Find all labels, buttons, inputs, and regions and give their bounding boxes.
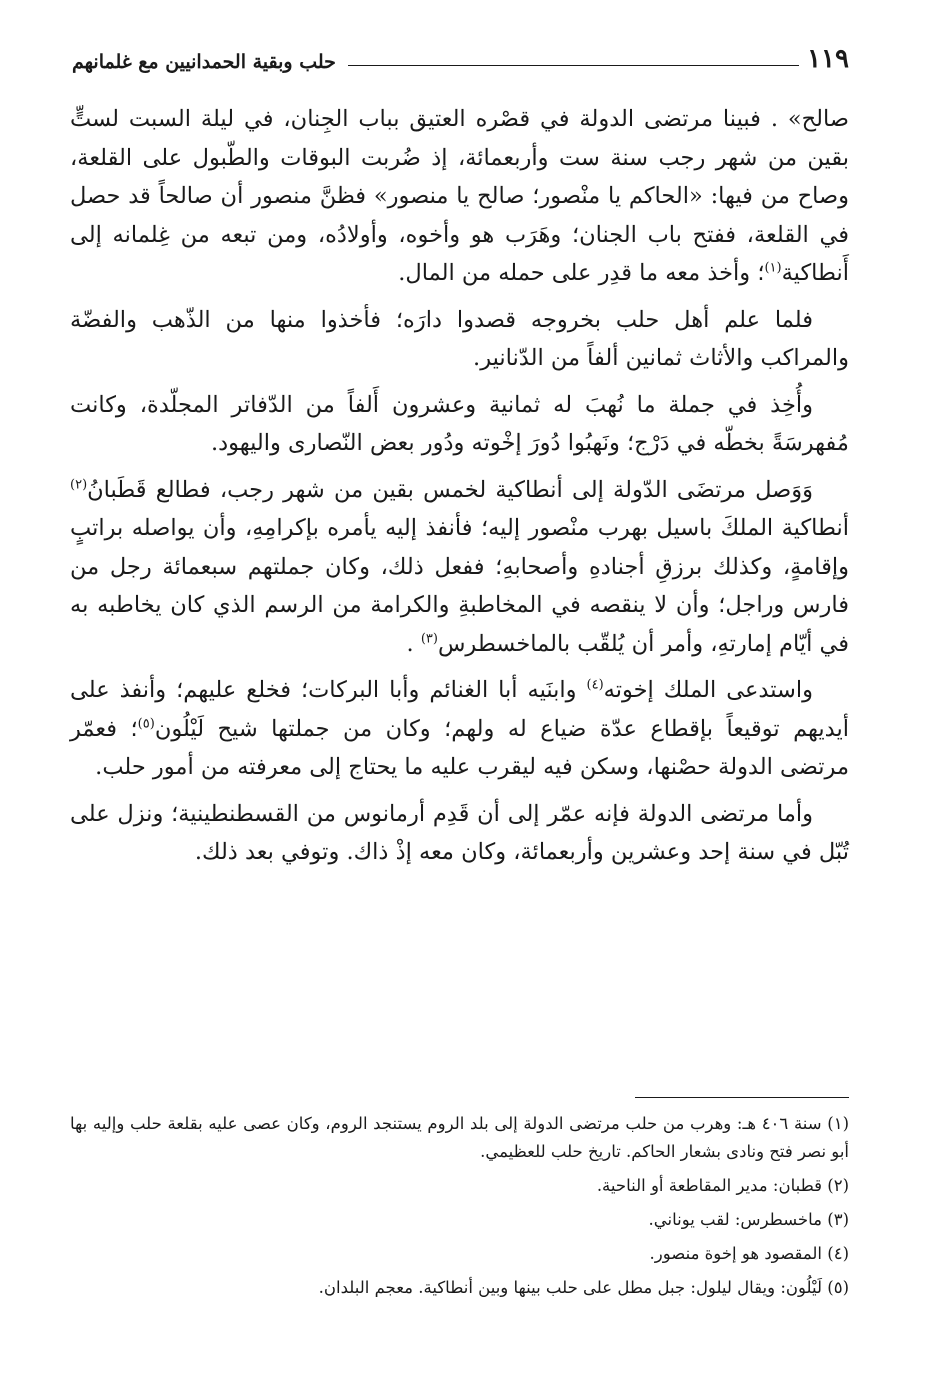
running-title: حلب وبقية الحمدانيين مع غلمانهم [72,51,336,73]
footnote: (١) سنة ٤٠٦ هـ: وهرب من حلب مرتضى الدولة إلى بلد الروم يستنجد الروم، وكان عصى عليه بقلعة حلب وإليه بها أبو نصر فتح ونادى بشعار الحاكم. تاريخ حلب للعظيمي. [70,1114,849,1161]
page-header [72,38,849,78]
paragraph: وَوَصل مرتضَى الدّولة إلى أنطاكية لخمس بقين من شهر رجب، فطالع قَطَبانُ$^{(٢)}$ أنطاكية الملكَ باسيل بهرب منْصور إليه؛ فأنفذ إليه يأمره بإكرامِهِ، وأن يواصله براتبٍ وإقامةٍ، وكذلك برزقِ أجنادهِ وأصحابهِ؛ ففعل ذلك، وكان جملتهم سبعمائة رجل من فارس وراجل؛ وأن لا ينقصه في المخاطبةِ والكرامة من الرسم الذي كان يخاطبه به في أيّام إمارتهِ، وأمر أن يُلقّب بالماخسطرس$^{(٣)}$ . [70,476,849,657]
footnote: (٢) قطبان: مدير المقاطعة أو الناحية. [596,1176,849,1195]
footnote: (٣) ماخسطرس: لقب يوناني. [648,1210,849,1229]
paragraph: صالح» . فبينا مرتضى الدولة في قصْره العتيق بباب الجِنان، في ليلة السبت لستٍّ بقين من شهر رجب سنة ست وأربعمائة، إذ ضُربت البوقات والطّبول على القلعة، وصاح من فيها: «الحاكم يا منْصور؛ صالح يا منصور» فظنَّ منصور أن صالحاً قد حصل في القلعة، ففتح باب الجنان؛ وهَرَب هو وأخوه، وأولادُه، ومن تبعه من غِلمانه إلى أَنطاكية$^{(١)}$؛ وأخذ معه ما قدِر على حمله من المال. [70,106,849,286]
footnote-marker: (٥) [137,716,155,731]
footnote-marker: (١) [764,260,782,276]
paragraph: فلما علم أهل حلب بخروجه قصدوا دارَه؛ فأخذوا منها من الذّهب والفضّة والمراكب والأثاث ثمانين ألفاً من الدّنانير. [70,306,849,371]
footnote-marker: (٢) [70,477,88,492]
footnotes [70,1110,849,1308]
footnote: (٤) المقصود هو إخوة منصور. [649,1244,849,1263]
footnote-marker: (٤) [586,677,604,693]
footnote-separator [635,1097,849,1098]
paragraph: وأما مرتضى الدولة فإنه عمّر إلى أن قَدِم أرمانوس من القسطنطينية؛ ونزل على تُبّل في سنة إحد وعشرين وأربعمائة، وكان معه إذْ ذاك. وتوفي بعد ذلك. [70,800,849,865]
footnote: (٥) لَيْلُون: ويقال ليلول: جبل مطل على حلب بينها وبين أنطاكية. معجم البلدان. [318,1278,849,1297]
footnote-marker: (٣) [420,631,438,646]
paragraph: واستدعى الملك إخوته$^{(٤)}$ وابنَيه أبا الغنائم وأبا البركات؛ فخلع عليهم؛ وأنفذ على أيديهم توقيعاً بإقطاع عدّة ضياع له ولهم؛ وكان من جملتها شيح لَيْلُون$^{(٥)}$؛ فعمّر مرتضى الدولة حصْنها، وسكن فيه ليقرب عليه ما يحتاج إلى معرفته من أمور حلب. [70,677,849,780]
paragraph: وأُخِذ في جملة ما نُهبَ له ثمانية وعشرون أَلفاً من الدّفاتر المجلّدة، وكانت مُفهرسَةً بخطّه في دَرْج؛ ونَهبُوا دُورَ إخْوته ودُور بعض النّصارى واليهود. [70,391,849,456]
main-text [70,100,849,880]
page-number: ١١٩ [807,44,849,74]
header-rule [348,65,799,66]
